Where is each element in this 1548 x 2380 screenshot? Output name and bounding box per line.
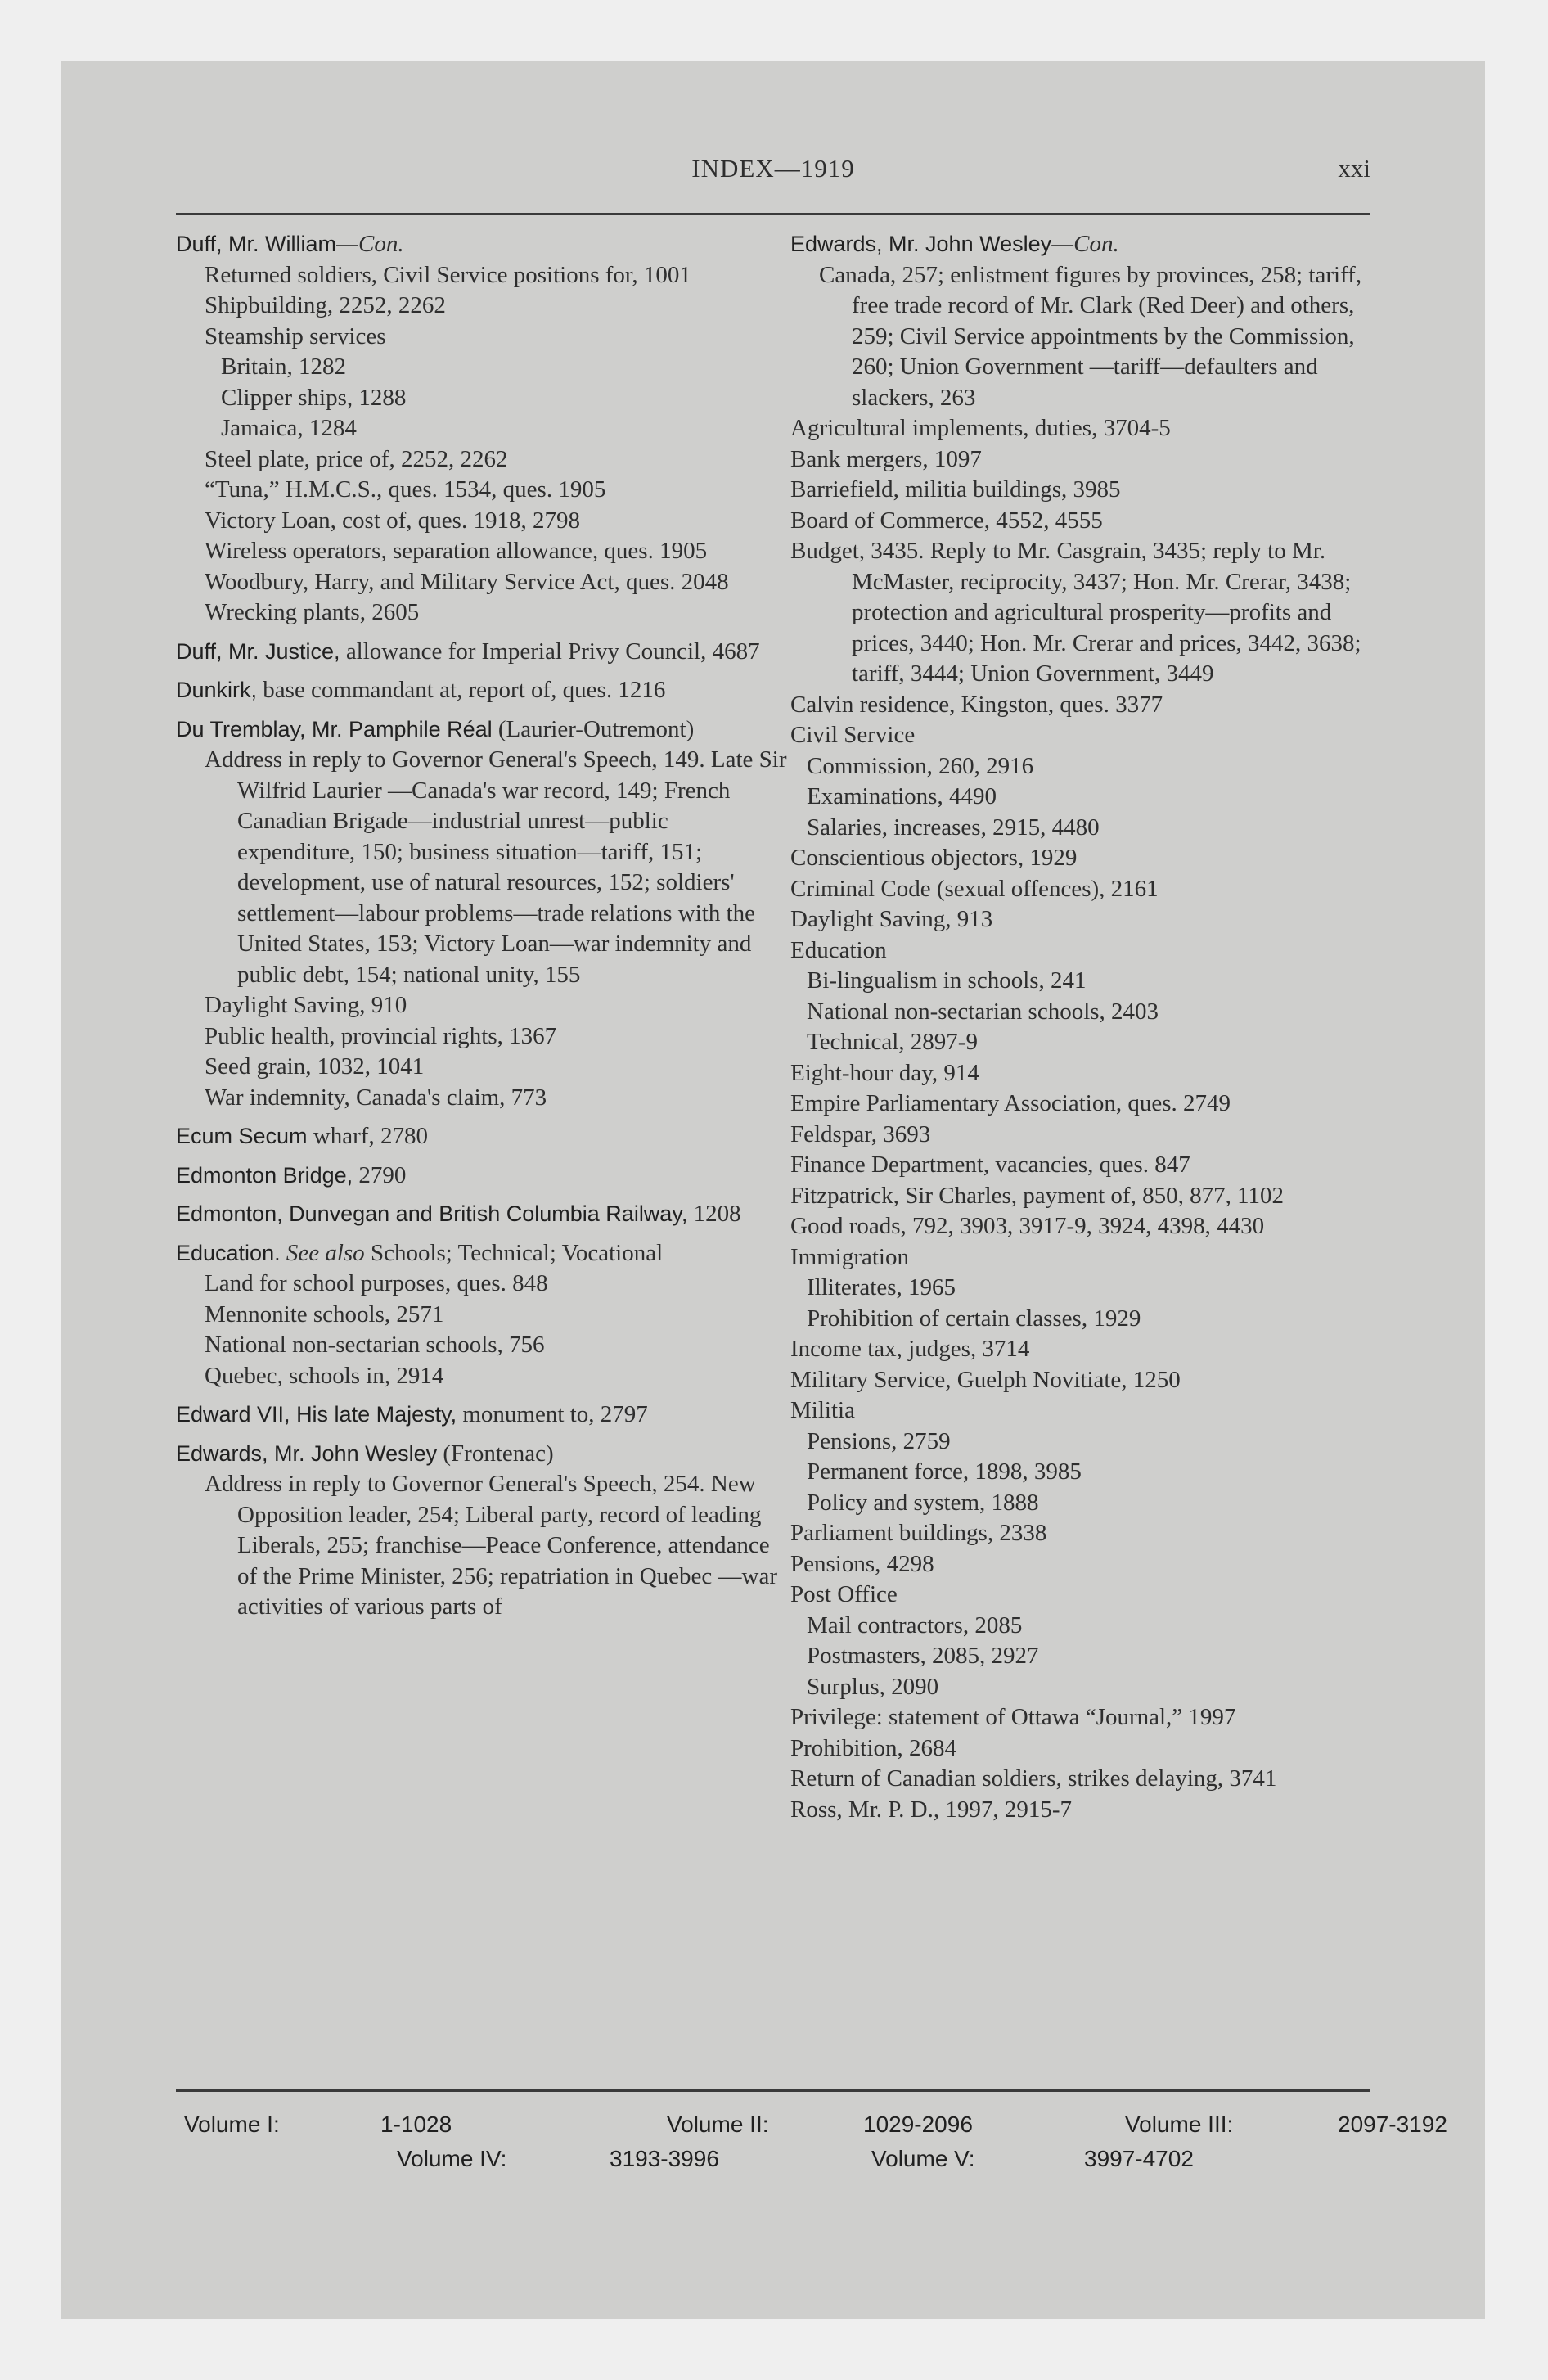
entry-heading bbox=[176, 637, 790, 668]
entry-see-also: See also bbox=[286, 1239, 365, 1266]
index-entry: Finance Department, vacancies, ques. 847 bbox=[790, 1152, 1190, 1178]
entry-detail: Schools; Technical; Vocational bbox=[370, 1239, 664, 1266]
index-entry: Parliament buildings, 2338 bbox=[790, 1520, 1047, 1546]
sub-entry: Salaries, increases, 2915, 4480 bbox=[807, 814, 1100, 841]
entry-detail: monument to, 2797 bbox=[462, 1401, 648, 1427]
index-entry bbox=[176, 1199, 790, 1230]
entry-heading bbox=[176, 1199, 790, 1230]
sub-entry: Jamaica, 1284 bbox=[221, 415, 357, 441]
index-entry: Militia bbox=[790, 1397, 855, 1423]
volume-1-label: Volume I: bbox=[184, 2112, 280, 2137]
index-entry: Fitzpatrick, Sir Charles, payment of, 850, 877, 1102 bbox=[790, 1182, 1284, 1209]
entry-name: Education. bbox=[176, 1240, 281, 1265]
index-entry: Ross, Mr. P. D., 1997, 2915-7 bbox=[790, 1796, 1073, 1823]
volume-footer bbox=[176, 2103, 1447, 2185]
index-entry: Privilege: statement of Ottawa “Journal,” 1997 bbox=[790, 1704, 1236, 1730]
sub-entry: Woodbury, Harry, and Military Service Act, ques. 2048 bbox=[205, 568, 729, 595]
sub-entry: Commission, 260, 2916 bbox=[807, 752, 1034, 779]
sub-entry: National non-sectarian schools, 2403 bbox=[807, 998, 1159, 1025]
index-entry: Calvin residence, Kingston, ques. 3377 bbox=[790, 691, 1163, 718]
sub-entry: Wireless operators, separation allowance, ques. 1905 bbox=[205, 538, 708, 564]
index-entry: Pensions, 4298 bbox=[790, 1550, 934, 1577]
volume-5-label: Volume V: bbox=[871, 2146, 975, 2171]
index-entry: Bank mergers, 1097 bbox=[790, 445, 982, 472]
index-entry bbox=[176, 714, 790, 1114]
index-entry bbox=[176, 1121, 790, 1152]
sub-entry: Returned soldiers, Civil Service positions for, 1001 bbox=[205, 261, 691, 288]
index-entry: Budget, 3435. Reply to Mr. Casgrain, 3435; reply to Mr. McMaster, reciprocity, 3437; Hon. Mr. Crerar, 3438; protection and agricultural prosperity—profits and prices, 3440; Hon. Mr. Crerar and prices, 3442, 3638; tariff, 3444; Union Government, 3449 bbox=[790, 538, 1361, 687]
footer-rule bbox=[176, 2089, 1370, 2092]
index-entry: Agricultural implements, duties, 3704-5 bbox=[790, 415, 1171, 441]
entry-detail: (Frontenac) bbox=[443, 1440, 554, 1467]
entry-heading bbox=[176, 1161, 790, 1192]
sub-entry: Illiterates, 1965 bbox=[807, 1274, 956, 1300]
sub-entry: Britain, 1282 bbox=[221, 354, 347, 380]
sub-entry: Address in reply to Governor General's Speech, 149. Late Sir Wilfrid Laurier —Canada's war record, 149; French Canadian Brigade—industrial unrest—public expenditure, 150; business situation—tariff, 151; development, use of natural resources, 152; soldiers' settlement—labour problems—trade relations with the United States, 153; Victory Loan—war indemnity and public debt, 154; national unity, 155 bbox=[205, 746, 787, 988]
sub-entry: Shipbuilding, 2252, 2262 bbox=[205, 292, 446, 318]
index-entry bbox=[176, 637, 790, 668]
entry-detail: base commandant at, report of, ques. 1216 bbox=[263, 677, 666, 703]
entry-name: Edwards, Mr. John Wesley bbox=[176, 1440, 438, 1466]
sub-entry: Daylight Saving, 910 bbox=[205, 992, 407, 1018]
index-entry: Immigration bbox=[790, 1243, 909, 1270]
sub-entry: National non-sectarian schools, 756 bbox=[205, 1332, 545, 1358]
index-entry: Criminal Code (sexual offences), 2161 bbox=[790, 875, 1159, 902]
sub-entry: Mennonite schools, 2571 bbox=[205, 1300, 444, 1327]
sub-entry: Quebec, schools in, 2914 bbox=[205, 1362, 444, 1389]
volume-2-range: 1029-2096 bbox=[863, 2112, 973, 2137]
entry-detail: 2790 bbox=[358, 1161, 407, 1188]
page-number: xxi bbox=[1338, 154, 1370, 183]
sub-entry: Technical, 2897-9 bbox=[807, 1029, 978, 1055]
entry-heading bbox=[176, 1439, 790, 1470]
sub-entry: Mail contractors, 2085 bbox=[807, 1611, 1023, 1639]
entry-heading bbox=[176, 1238, 790, 1269]
index-entry: Barriefield, militia buildings, 3985 bbox=[790, 476, 1121, 503]
entry-name: Duff, Mr. William bbox=[176, 232, 337, 256]
entry-heading bbox=[176, 1400, 790, 1431]
sub-entry: War indemnity, Canada's claim, 773 bbox=[205, 1084, 547, 1111]
index-entry: Civil Service bbox=[790, 722, 916, 748]
index-entry bbox=[176, 1161, 790, 1192]
entry-continued: Con. bbox=[1073, 231, 1119, 257]
entry-heading bbox=[176, 1121, 790, 1152]
sub-entry: Public health, provincial rights, 1367 bbox=[205, 1022, 557, 1049]
sub-entry: Steel plate, price of, 2252, 2262 bbox=[205, 445, 508, 472]
entry-detail: allowance for Imperial Privy Council, 4687 bbox=[345, 638, 760, 665]
entry-name: Duff, Mr. Justice, bbox=[176, 638, 340, 664]
entry-name: Edmonton, Dunvegan and British Columbia Railway, bbox=[176, 1201, 688, 1226]
entry-name: Edwards, Mr. John Wesley bbox=[790, 232, 1052, 256]
entry-dash: — bbox=[336, 232, 359, 256]
volume-2-label: Volume II: bbox=[667, 2112, 769, 2137]
index-entry: Return of Canadian soldiers, strikes delaying, 3741 bbox=[790, 1765, 1277, 1792]
entry-heading bbox=[176, 229, 790, 260]
sub-entry: Bi-lingualism in schools, 241 bbox=[807, 967, 1087, 994]
volume-3-range: 2097-3192 bbox=[1338, 2112, 1447, 2137]
entry-heading bbox=[176, 714, 790, 746]
header-rule bbox=[176, 213, 1370, 215]
sub-entry: Pensions, 2759 bbox=[807, 1427, 951, 1454]
entry-heading bbox=[176, 675, 790, 706]
sub-entry: Canada, 257; enlistment figures by provinces, 258; tariff, free trade record of Mr. Clark (Red Deer) and others, 259; Civil Service appointments by the Commission, 260; Union Government —tariff—defaulters and slackers, 263 bbox=[819, 261, 1362, 411]
index-entry: Daylight Saving, 913 bbox=[790, 906, 993, 932]
volume-5-range: 3997-4702 bbox=[1084, 2146, 1194, 2171]
entry-name: Du Tremblay, Mr. Pamphile Réal bbox=[176, 716, 493, 741]
index-entry: Board of Commerce, 4552, 4555 bbox=[790, 507, 1103, 534]
index-entry: Prohibition, 2684 bbox=[790, 1734, 957, 1761]
sub-entry: Address in reply to Governor General's Speech, 254. New Opposition leader, 254; Liberal party, record of leading Liberals, 255; franchise—Peace Conference, attendance of the Prime Minister, 256; repatriation in Quebec —war activities of various parts of bbox=[205, 1471, 778, 1620]
index-column-right bbox=[790, 229, 1388, 1825]
sub-entry: Wrecking plants, 2605 bbox=[205, 599, 420, 625]
index-entry bbox=[176, 1439, 790, 1623]
sub-entry: Postmasters, 2085, 2927 bbox=[807, 1643, 1039, 1669]
entry-dash: — bbox=[1051, 232, 1074, 256]
index-entry: Good roads, 792, 3903, 3917-9, 3924, 4398, 4430 bbox=[790, 1213, 1265, 1239]
index-entry: Post Office bbox=[790, 1581, 898, 1607]
volume-4-range: 3193-3996 bbox=[610, 2146, 719, 2171]
index-entry bbox=[176, 1400, 790, 1431]
sub-entry: Surplus, 2090 bbox=[807, 1673, 939, 1700]
sub-entry: Clipper ships, 1288 bbox=[221, 384, 407, 411]
entry-detail: (Laurier-Outremont) bbox=[497, 715, 695, 742]
sub-entry: Policy and system, 1888 bbox=[807, 1489, 1039, 1516]
index-entry bbox=[176, 229, 790, 629]
volume-1-range: 1-1028 bbox=[380, 2112, 452, 2137]
page-header bbox=[176, 147, 1370, 196]
index-entry: Conscientious objectors, 1929 bbox=[790, 845, 1078, 871]
index-page bbox=[61, 61, 1485, 2319]
volume-4-label: Volume IV: bbox=[397, 2146, 507, 2171]
page-title: INDEX—1919 bbox=[691, 154, 855, 183]
index-entry bbox=[176, 1238, 790, 1392]
sub-entry: Steamship services bbox=[205, 322, 386, 349]
index-entry: Empire Parliamentary Association, ques. 2749 bbox=[790, 1090, 1231, 1116]
index-entry: Income tax, judges, 3714 bbox=[790, 1336, 1030, 1362]
continued-entry bbox=[790, 229, 1388, 413]
entry-name: Ecum Secum bbox=[176, 1124, 308, 1148]
sub-entry: Examinations, 4490 bbox=[807, 783, 997, 809]
index-entry: Education bbox=[790, 936, 887, 963]
entry-detail: 1208 bbox=[693, 1201, 741, 1227]
volume-3-label: Volume III: bbox=[1125, 2112, 1234, 2137]
entry-name: Dunkirk, bbox=[176, 678, 258, 702]
entry-continued: Con. bbox=[358, 231, 404, 257]
index-column-left bbox=[176, 229, 790, 1631]
entry-name: Edmonton Bridge, bbox=[176, 1162, 353, 1188]
sub-entry: Land for school purposes, ques. 848 bbox=[205, 1270, 548, 1296]
entry-name: Edward VII, His late Majesty, bbox=[176, 1402, 457, 1427]
index-entry: Military Service, Guelph Novitiate, 1250 bbox=[790, 1366, 1181, 1393]
entry-heading bbox=[790, 229, 1388, 260]
sub-entry: Seed grain, 1032, 1041 bbox=[205, 1053, 425, 1080]
index-entry: Eight-hour day, 914 bbox=[790, 1059, 979, 1086]
sub-entry: Victory Loan, cost of, ques. 1918, 2798 bbox=[205, 507, 580, 534]
entry-detail: wharf, 2780 bbox=[313, 1123, 428, 1149]
sub-entry: Prohibition of certain classes, 1929 bbox=[807, 1305, 1141, 1332]
sub-entry: “Tuna,” H.M.C.S., ques. 1534, ques. 1905 bbox=[205, 476, 606, 503]
index-entry: Feldspar, 3693 bbox=[790, 1120, 931, 1147]
index-entry bbox=[176, 675, 790, 706]
sub-entry: Permanent force, 1898, 3985 bbox=[807, 1458, 1082, 1485]
